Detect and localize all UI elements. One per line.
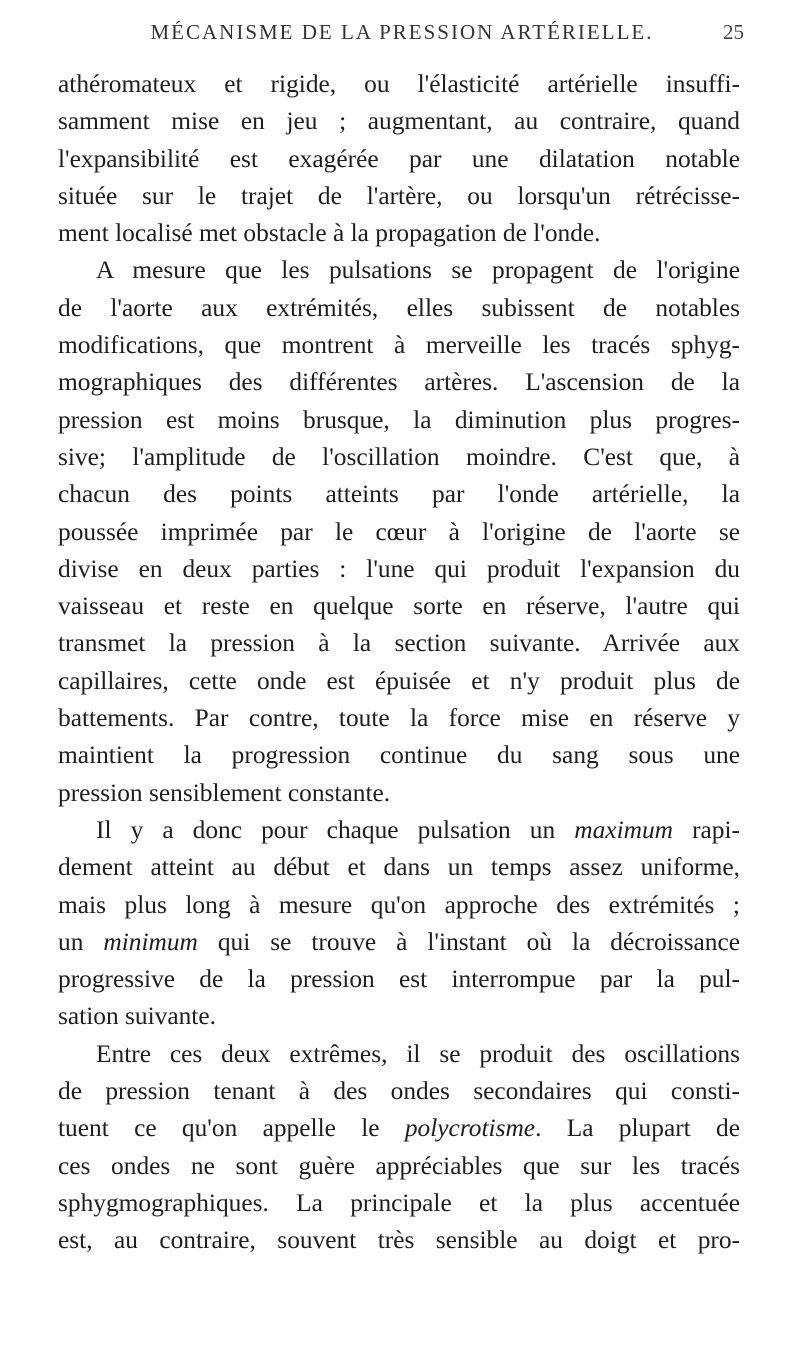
italic-term: polycrotisme [404,1114,536,1143]
text-line [58,924,740,961]
body-text [58,66,740,1260]
text-line: divise en deux parties : l'une qui produit l'expansion du [58,554,740,583]
text-line: poussée imprimée par le cœur à l'origine de l'aorte se [58,517,740,546]
italic-term: minimum [103,927,198,956]
italic-term: maximum [574,815,673,844]
text-line: battements. Par contre, toute la force mise en réserve y [58,704,740,733]
text-line: capillaires, cette onde est épuisée et n'y produit plus de [58,666,740,695]
text-line: chacun des points atteints par l'onde artérielle, la [58,480,740,509]
text-line: transmet la pression à la section suivante. Arrivée aux [58,629,740,658]
text-line: athéromateux et rigide, ou l'élasticité artérielle insuffi- [58,70,740,98]
text-run: Il y a donc pour chaque pulsation un [96,815,575,844]
text-line: progressive de la pression est interrompue par la pul- [58,965,740,994]
text-line: de l'aorte aux extrémités, elles subissent de notables [58,293,740,322]
text-line [58,1110,740,1147]
text-line: Entre ces deux extrêmes, il se produit des oscillations [96,1039,740,1068]
text-run: qui se trouve à l'instant où la décroissance [197,927,741,956]
text-line: sation suivante. [58,1002,216,1031]
page-number: 25 [723,20,744,44]
running-title: MÉCANISME DE LA PRESSION ARTÉRIELLE. [150,20,654,44]
text-line: mais plus long à mesure qu'on approche des extrémités ; [58,890,740,919]
running-header [60,20,744,50]
text-line: pression sensiblement constante. [58,778,391,807]
text-line: A mesure que les pulsations se propagent de l'origine [96,256,740,285]
text-line: située sur le trajet de l'artère, ou lorsqu'un rétrécisse- [58,181,740,210]
text-run: tuent ce qu'on appelle le [58,1114,405,1143]
text-line: est, au contraire, souvent très sensible au doigt et pro- [58,1226,740,1255]
text-line: samment mise en jeu ; augmentant, au contraire, quand [58,107,740,136]
text-line: maintient la progression continue du sang sous une [58,741,740,770]
text-line: de pression tenant à des ondes secondaires qui consti- [58,1077,740,1106]
text-line: dement atteint au début et dans un temps assez uniforme, [58,853,740,882]
text-line: ces ondes ne sont guère appréciables que sur les tracés [58,1151,740,1180]
text-line: sive; l'amplitude de l'oscillation moindre. C'est que, à [58,442,740,471]
text-run: rapi- [673,815,740,844]
text-line: pression est moins brusque, la diminution plus progres- [58,405,740,434]
text-run: . La plupart de [535,1114,740,1143]
text-line: vaisseau et reste en quelque sorte en réserve, l'autre qui [58,592,740,621]
text-line: ment localisé met obstacle à la propagation de l'onde. [58,219,601,248]
text-run: un [58,927,104,956]
text-line: sphygmographiques. La principale et la plus accentuée [58,1188,740,1217]
text-line [58,812,740,849]
text-line: modifications, que montrent à merveille les tracés sphyg- [58,331,740,360]
text-line: l'expansibilité est exagérée par une dilatation notable [58,144,740,173]
text-line: mographiques des différentes artères. L'ascension de la [58,368,740,397]
